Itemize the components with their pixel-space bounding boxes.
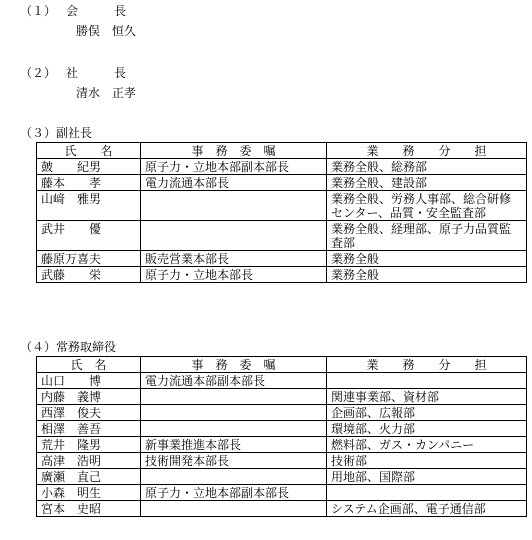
column-header-name: 氏 名 (37, 143, 141, 159)
duty-cell: 業務全般 (327, 267, 527, 283)
table-row (37, 221, 527, 251)
section-2-number: （２） (20, 66, 57, 80)
column-header-duty: 業 務 分 担 (327, 143, 527, 159)
duty-cell: システム企画部、電子通信部 (327, 501, 527, 517)
name-cell: 内藤 義博 (37, 389, 141, 405)
table-row (37, 453, 527, 469)
section-2-title: 社 長 (66, 66, 127, 80)
duty-cell: 関連事業部、資材部 (327, 389, 527, 405)
role-cell: 原子力・立地本部副本部長 (141, 159, 327, 175)
table-row (37, 421, 527, 437)
column-header-duty: 業 務 分 担 (327, 357, 527, 373)
president-name: 清水 正孝 (76, 86, 137, 100)
column-header-role: 事 務 委 嘱 (141, 143, 327, 159)
name-cell: 皷 紀男 (37, 159, 141, 175)
duty-cell: 業務全般、建設部 (327, 175, 527, 191)
table-row (37, 389, 527, 405)
table-row (37, 437, 527, 453)
table-row (37, 405, 527, 421)
name-cell: 藤本 孝 (37, 175, 141, 191)
column-header-name: 氏 名 (37, 357, 141, 373)
duty-cell: 業務全般 (327, 251, 527, 267)
role-cell: 新事業推進本部長 (141, 437, 327, 453)
name-cell: 高津 浩明 (37, 453, 141, 469)
role-cell: 原子力・立地本部副本部長 (141, 485, 327, 501)
role-cell (141, 469, 327, 485)
role-cell: 電力流通本部副本部長 (141, 373, 327, 389)
duty-cell: 業務全般、総務部 (327, 159, 527, 175)
duty-cell: 環境部、火力部 (327, 421, 527, 437)
duty-cell (327, 485, 527, 501)
section-1-heading (20, 4, 126, 18)
section-1-number: （１） (20, 4, 57, 18)
table-row (37, 373, 527, 389)
role-cell (141, 421, 327, 437)
name-cell: 武井 優 (37, 221, 141, 251)
role-cell: 電力流通本部長 (141, 175, 327, 191)
duty-cell: 用地部、国際部 (327, 469, 527, 485)
section-2-heading (20, 66, 126, 80)
duty-cell: 燃料部、ガス・カンパニー (327, 437, 527, 453)
table-row (37, 159, 527, 175)
managing-director-rows (37, 373, 527, 517)
section-4-heading: （４）常務取締役 (20, 340, 117, 354)
table-row (37, 501, 527, 517)
managing-director-table (36, 356, 527, 517)
name-cell: 宮本 史昭 (37, 501, 141, 517)
table-header-row (37, 357, 527, 373)
role-cell: 技術開発本部長 (141, 453, 327, 469)
role-cell (141, 191, 327, 221)
table-row (37, 485, 527, 501)
role-cell: 販売営業本部長 (141, 251, 327, 267)
vice-president-table (36, 142, 527, 283)
name-cell: 藤原万喜夫 (37, 251, 141, 267)
table-header-row (37, 143, 527, 159)
table-row (37, 175, 527, 191)
name-cell: 相澤 善吾 (37, 421, 141, 437)
name-cell: 荒井 隆男 (37, 437, 141, 453)
section-1-title: 会 長 (66, 4, 127, 18)
table-row (37, 267, 527, 283)
role-cell: 原子力・立地本部長 (141, 267, 327, 283)
table-row (37, 191, 527, 221)
vice-president-rows (37, 159, 527, 283)
name-cell: 廣瀬 直己 (37, 469, 141, 485)
name-cell: 小森 明生 (37, 485, 141, 501)
duty-cell: 業務全般、経理部、原子力品質監査部 (327, 221, 527, 251)
duty-cell (327, 373, 527, 389)
section-3-heading: （３）副社長 (20, 126, 93, 140)
table-row (37, 251, 527, 267)
duty-cell: 技術部 (327, 453, 527, 469)
role-cell (141, 389, 327, 405)
role-cell (141, 221, 327, 251)
duty-cell: 企画部、広報部 (327, 405, 527, 421)
chairman-name: 勝俣 恒久 (76, 24, 137, 38)
column-header-role: 事 務 委 嘱 (141, 357, 327, 373)
duty-cell: 業務全般、労務人事部、総合研修センター、品質・安全監査部 (327, 191, 527, 221)
table-row (37, 469, 527, 485)
name-cell: 西澤 俊夫 (37, 405, 141, 421)
name-cell: 山﨑 雅男 (37, 191, 141, 221)
name-cell: 山口 博 (37, 373, 141, 389)
name-cell: 武藤 栄 (37, 267, 141, 283)
role-cell (141, 501, 327, 517)
role-cell (141, 405, 327, 421)
